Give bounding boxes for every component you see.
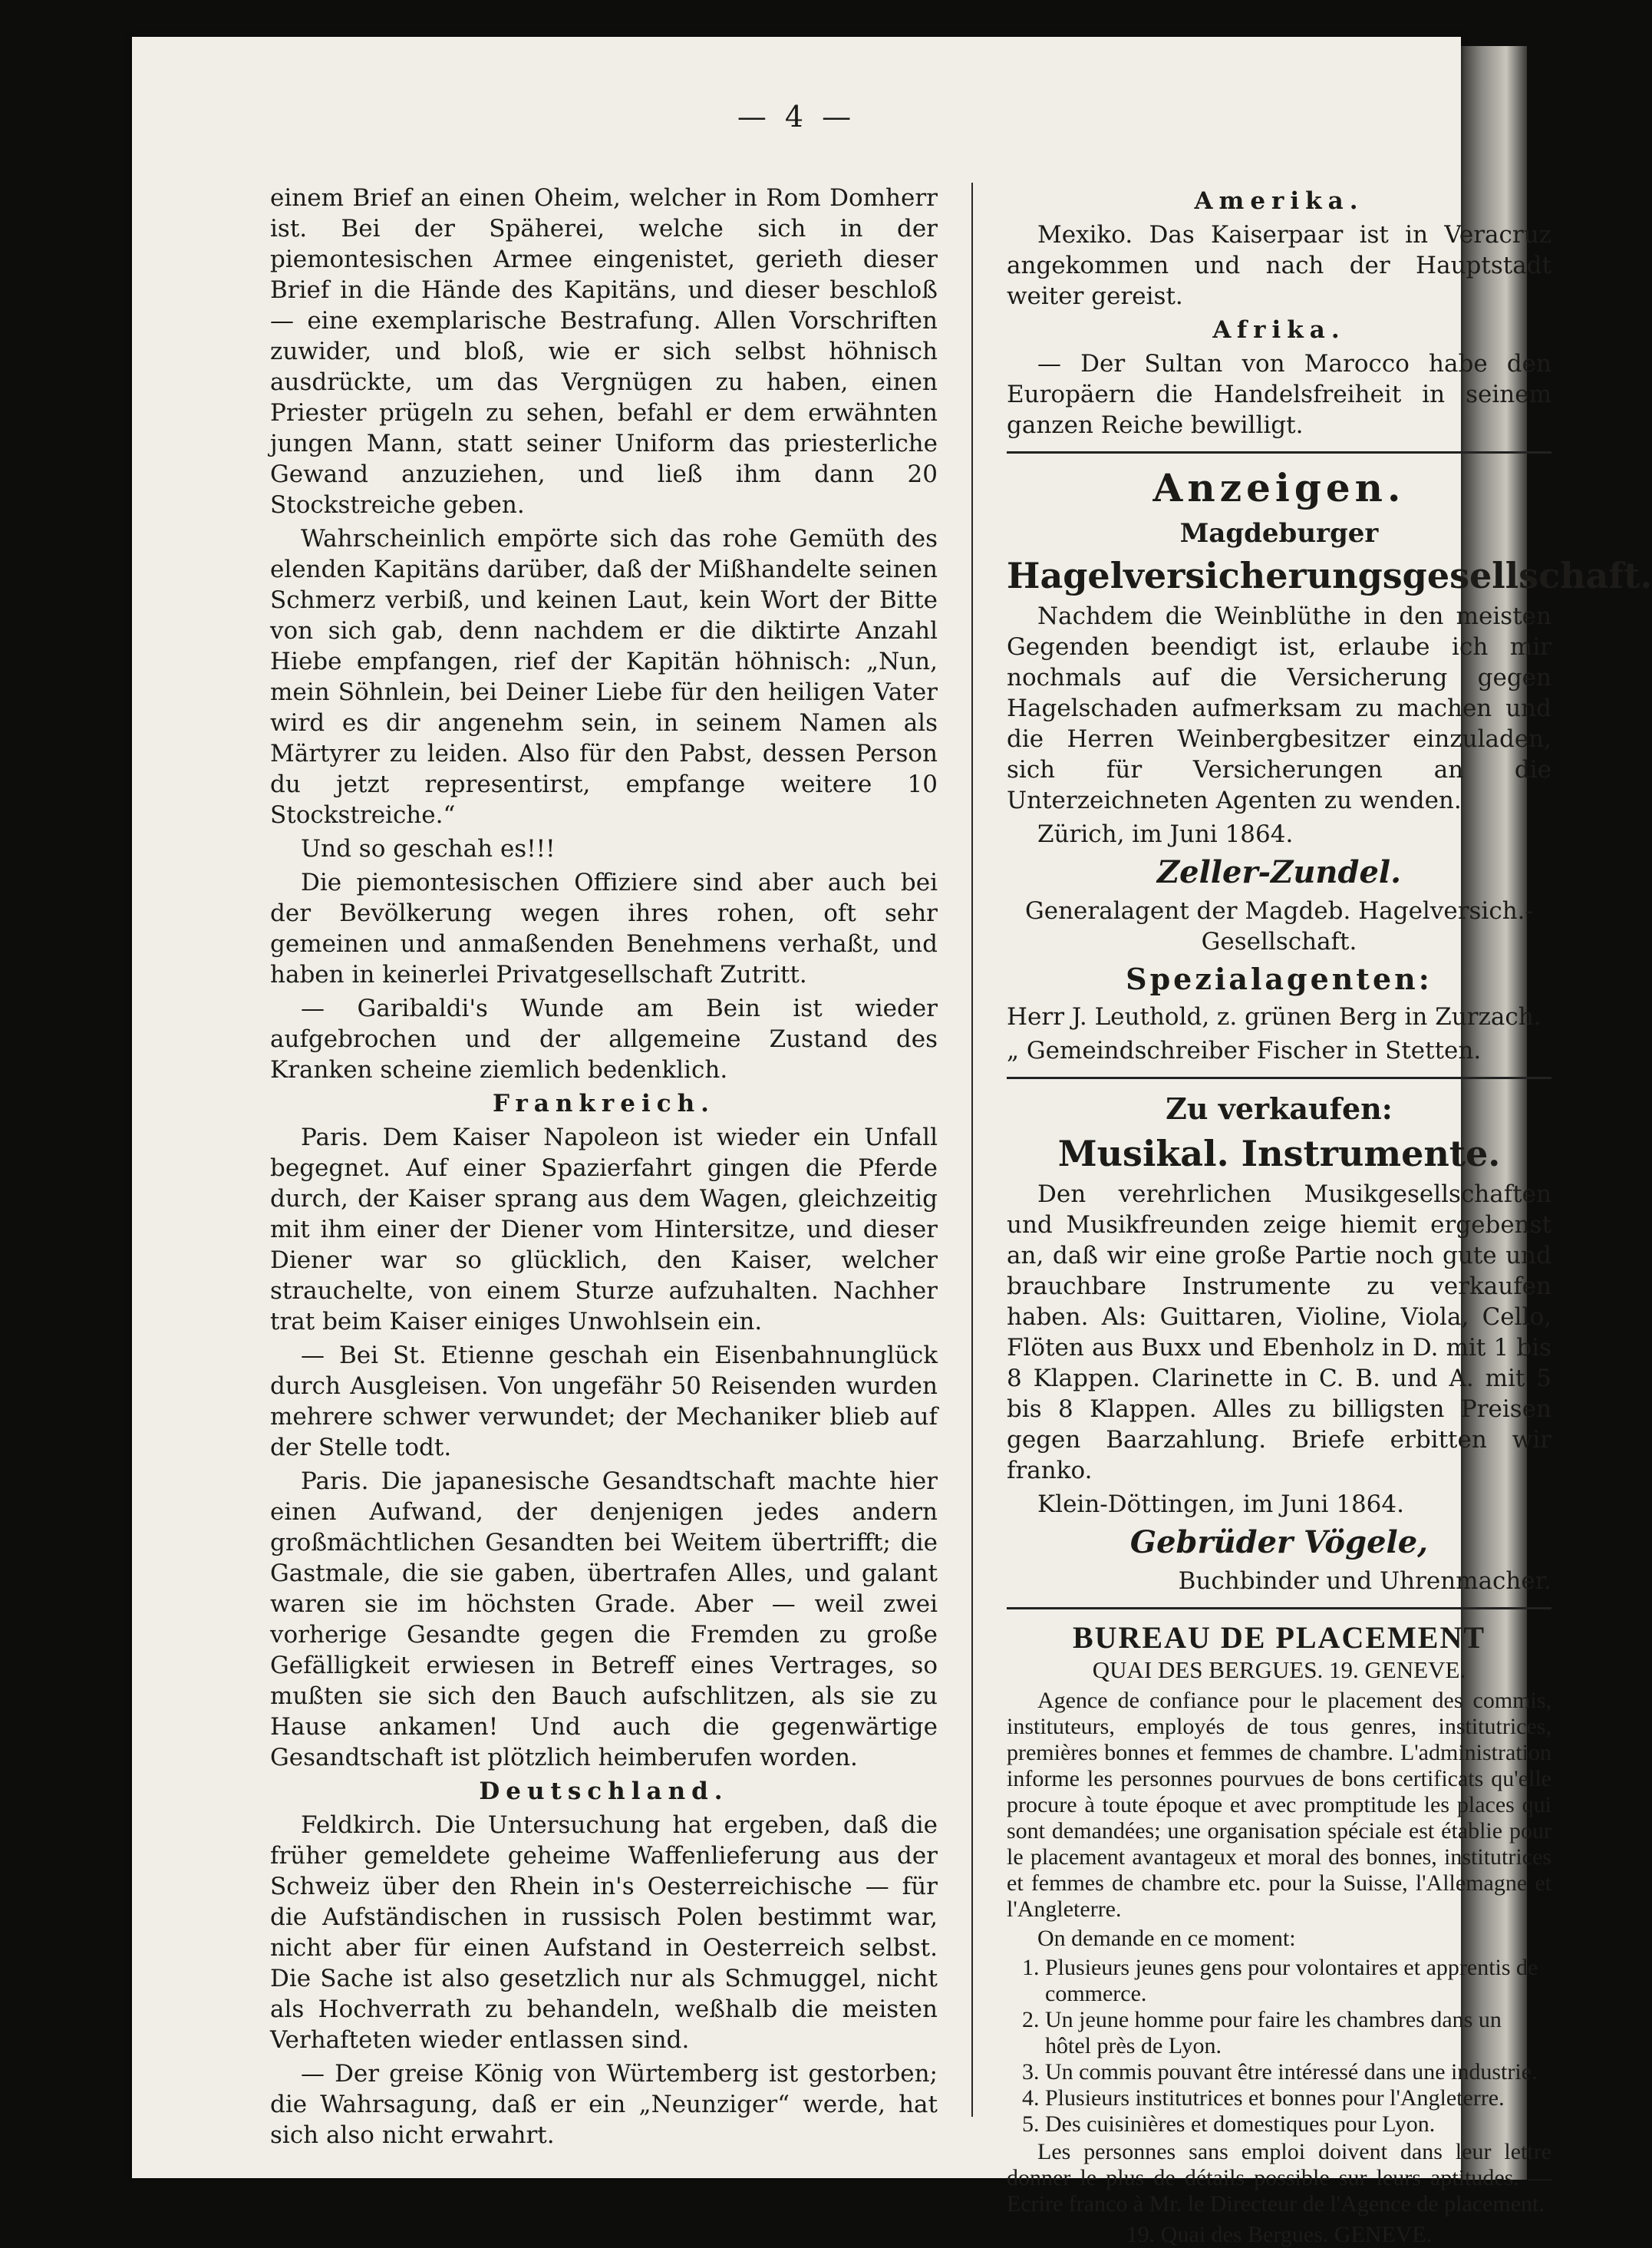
article-paragraph: einem Brief an einen Oheim, welcher in Rom Domherr ist. Bei der Späherei, welche sich in der piemontesischen Armee eingenistet, gerieth dieser Brief in die Hände des Kapitäns, und dieser beschloß — eine exemplarische Bestrafung. Allen Vorschriften zuwider, und bloß, wie er sich selbst höhnisch ausdrückte, um das Vergnügen zu haben, einen Priester prügeln zu sehen, befahl er dem erwähnten jungen Mann, statt seiner Uniform das priesterliche Gewand anzuziehen, und ließ ihm dann 20 Stockstreiche geben. <box>270 184 938 519</box>
ad-address: QUAI DES BERGUES. 19. GENEVE. <box>1092 1656 1466 1683</box>
section-heading-deutschland: Deutschland. <box>479 1778 729 1805</box>
ad-bureau-de-placement <box>1007 1620 1551 2248</box>
column-divider <box>971 183 973 2117</box>
ad-body: Den verehrlichen Musikgesellschaften und Musikfreunden zeige hiemit ergebenst an, daß wir eine große Partie noch gute und brauchbare Instrumente zu verkaufen haben. Als: Guittaren, Violine, Viola, Cello, Flöten aus Buxx und Ebenholz in D. mit 1 bis 8 Klappen. Clarinette in C. B. und A. mit 5 bis 8 Klappen. Alles zu billigsten Preisen gegen Baarzahlung. Briefe erbitten wir franko. <box>1007 1180 1551 1484</box>
article-paragraph: — Der greise König von Würtemberg ist gestorben; die Wahrsagung, daß er ein „Neunziger“ werde, hat sich also nicht erwahrt. <box>270 2060 938 2149</box>
ad-signature: Zeller-Zundel. <box>1156 854 1402 890</box>
ad-signature: Gebrüder Vögele, <box>1129 1524 1429 1560</box>
ad-heading: BUREAU DE PLACEMENT <box>1072 1620 1486 1655</box>
article-paragraph: Und so geschah es!!! <box>301 835 556 863</box>
ad-subheading: Spezialagenten: <box>1126 962 1433 996</box>
ad-heading: Zu verkaufen: <box>1166 1091 1393 1126</box>
ad-agent: Herr J. Leuthold, z. grünen Berg in Zurzach. <box>1007 1003 1542 1031</box>
article-paragraph: Die piemontesischen Offiziere sind aber auch bei der Bevölkerung wegen ihres rohen, oft sehr gemeinen und anmaßenden Benehmens verhaßt, und haben in keinerlei Privatgesellschaft Zutritt. <box>270 869 938 989</box>
ad-agent: „ Gemeindschreiber Fischer in Stetten. <box>1007 1037 1482 1065</box>
article-paragraph: — Bei St. Etienne geschah ein Eisenbahnunglück durch Ausgleisen. Von ungefähr 50 Reisenden wurden mehrere schwer verwundet; der Mechaniker blieb auf der Stelle todt. <box>270 1342 938 1461</box>
list-item: 2. Un jeune homme pour faire les chambres dans un hôtel près de Lyon. <box>1045 2007 1551 2059</box>
ad-date: Klein-Döttingen, im Juni 1864. <box>1037 1490 1404 1518</box>
ad-body: Nachdem die Weinblüthe in den meisten Gegenden beendigt ist, erlaube ich mir nochmals auf die Versicherung gegen Hagelschaden aufmerksam zu machen und die Herren Weinbergbesitzer einzuladen, sich für Versicherungen an die Unterzeichneten Agenten zu wenden. <box>1007 602 1551 814</box>
page-number: — 4 — <box>737 100 856 134</box>
list-item: 5. Des cuisinières et domestiques pour Lyon. <box>1045 2111 1551 2137</box>
article-paragraph: — Der Sultan von Marocco habe den Europäern die Handelsfreiheit in seinem ganzen Reiche bewilligt. <box>1007 350 1551 439</box>
section-heading-frankreich: Frankreich. <box>493 1090 715 1117</box>
ad-body: Agence de confiance pour le placement des commis, instituteurs, employés de tous genres, institutrices, premières bonnes et femmes de chambre. L'administration informe les personnes pourvues de bons certificats qu'elle procure à toute époque et avec promptitude les places qui sont demandées; une organisation spéciale est établie pour le placement avantageux et moral des bonnes, institutrices et femmes de chambre etc. pour la Suisse, l'Allemagne et l'Angleterre. <box>1007 1688 1551 1922</box>
newspaper-page <box>132 37 1652 2247</box>
ad-signature: 19. Quai des Bergues. GENEVE. <box>1126 2222 1433 2247</box>
ad-footer: Les personnes sans emploi doivent dans leur lettre donner le plus de détails possible sur leurs aptitudes. — Ecrire franco à Mr. le Directeur de l'Agence de placement. <box>1007 2139 1551 2217</box>
ad-heading: Musikal. Instrumente. <box>1057 1133 1501 1174</box>
article-paragraph: — Garibaldi's Wunde am Bein ist wieder aufgebrochen und der allgemeine Zustand des Kranken scheine ziemlich bedenklich. <box>270 995 938 1084</box>
list-item: 1. Plusieurs jeunes gens pour volontaires et apprentis de commerce. <box>1045 1955 1551 2007</box>
ad-company-name: Hagelversicherungsgesellschaft. <box>1007 555 1652 596</box>
article-paragraph: Feldkirch. Die Untersuchung hat ergeben, daß die früher gemeldete geheime Waffenlieferung aus der Schweiz über den Rhein in's Oesterreichische — für die Aufständischen in russisch Polen bestimmt war, nicht aber für einen Aufstand in Oesterreich selbst. Die Sache ist also gesetzlich nur als Schmuggel, nicht als Hochverrath zu behandeln, weßhalb die meisten Verhafteten wieder entlassen sind. <box>270 1811 938 2054</box>
article-paragraph: Paris. Dem Kaiser Napoleon ist wieder ein Unfall begegnet. Auf einer Spazierfahrt gingen die Pferde durch, der Kaiser sprang aus dem Wagen, gleichzeitig mit ihm einer der Diener vom Hintersitze, und dieser Diener war so glücklich, den Kaiser, welcher strauchelte, von einem Sturze aufzuhalten. Nachher trat beim Kaiser einiges Unwohlsein ein. <box>270 1124 938 1335</box>
article-paragraph: Paris. Die japanesische Gesandtschaft machte hier einen Aufwand, der denjenigen jedes andern großmächtlichen Gesandten bei Weitem übertrifft; die Gastmale, die sie gaben, übertrafen Alles, und galant waren sie im höchsten Grade. Aber — weil zwei vorherige Gesandte gegen die Fremden zu große Gefälligkeit erwiesen in Betreff eines Vertrages, so mußten sie sich den Bauch aufschlitzen, als sie zu Hause ankamen! Und auch die gegenwärtige Gesandtschaft ist plötzlich heimberufen worden. <box>270 1467 938 1771</box>
ad-company-city: Magdeburger <box>1179 518 1379 549</box>
list-item: 3. Un commis pouvant être intéressé dans une industrie. <box>1045 2059 1551 2085</box>
ad-instrumente <box>1007 1090 1551 1596</box>
section-heading-amerika: Amerika. <box>1194 187 1364 215</box>
ad-demand: On demande en ce moment: <box>1037 1926 1296 1951</box>
list-item: 4. Plusieurs institutrices et bonnes pour l'Angleterre. <box>1045 2085 1551 2111</box>
rule <box>1007 451 1551 454</box>
rule <box>1007 1077 1551 1079</box>
ad-hagelversicherung <box>1007 517 1652 1066</box>
rule <box>1007 1607 1551 1609</box>
right-column <box>1007 183 1652 2248</box>
ad-role: Generalagent der Magdeb. Hagelversich.-Gesellschaft. <box>1024 897 1534 956</box>
job-list <box>1007 1955 1551 2137</box>
left-column <box>270 183 938 2154</box>
article-paragraph: Wahrscheinlich empörte sich das rohe Gemüth des elenden Kapitäns darüber, daß der Mißhandelte seinen Schmerz verbiß, und keinen Laut, kein Wort der Bitte von sich gab, denn nachdem er die diktirte Anzahl Hiebe empfangen, rief der Kapitän höhnisch: „Nun, mein Söhnlein, bei Deiner Liebe für den heiligen Vater wird es dir angenehm sein, in seinem Namen als Märtyrer zu leiden. Also für den Pabst, dessen Person du jetzt representirst, empfange weitere 10 Stockstreiche.“ <box>270 525 938 829</box>
ad-role: Buchbinder und Uhrenmacher. <box>1178 1567 1551 1595</box>
ad-date: Zürich, im Juni 1864. <box>1037 820 1294 848</box>
article-paragraph: Mexiko. Das Kaiserpaar ist in Veracruz angekommen und nach der Hauptstadt weiter gereist. <box>1007 221 1551 310</box>
ads-heading: Anzeigen. <box>1152 465 1406 510</box>
section-heading-afrika: Afrika. <box>1212 316 1346 344</box>
